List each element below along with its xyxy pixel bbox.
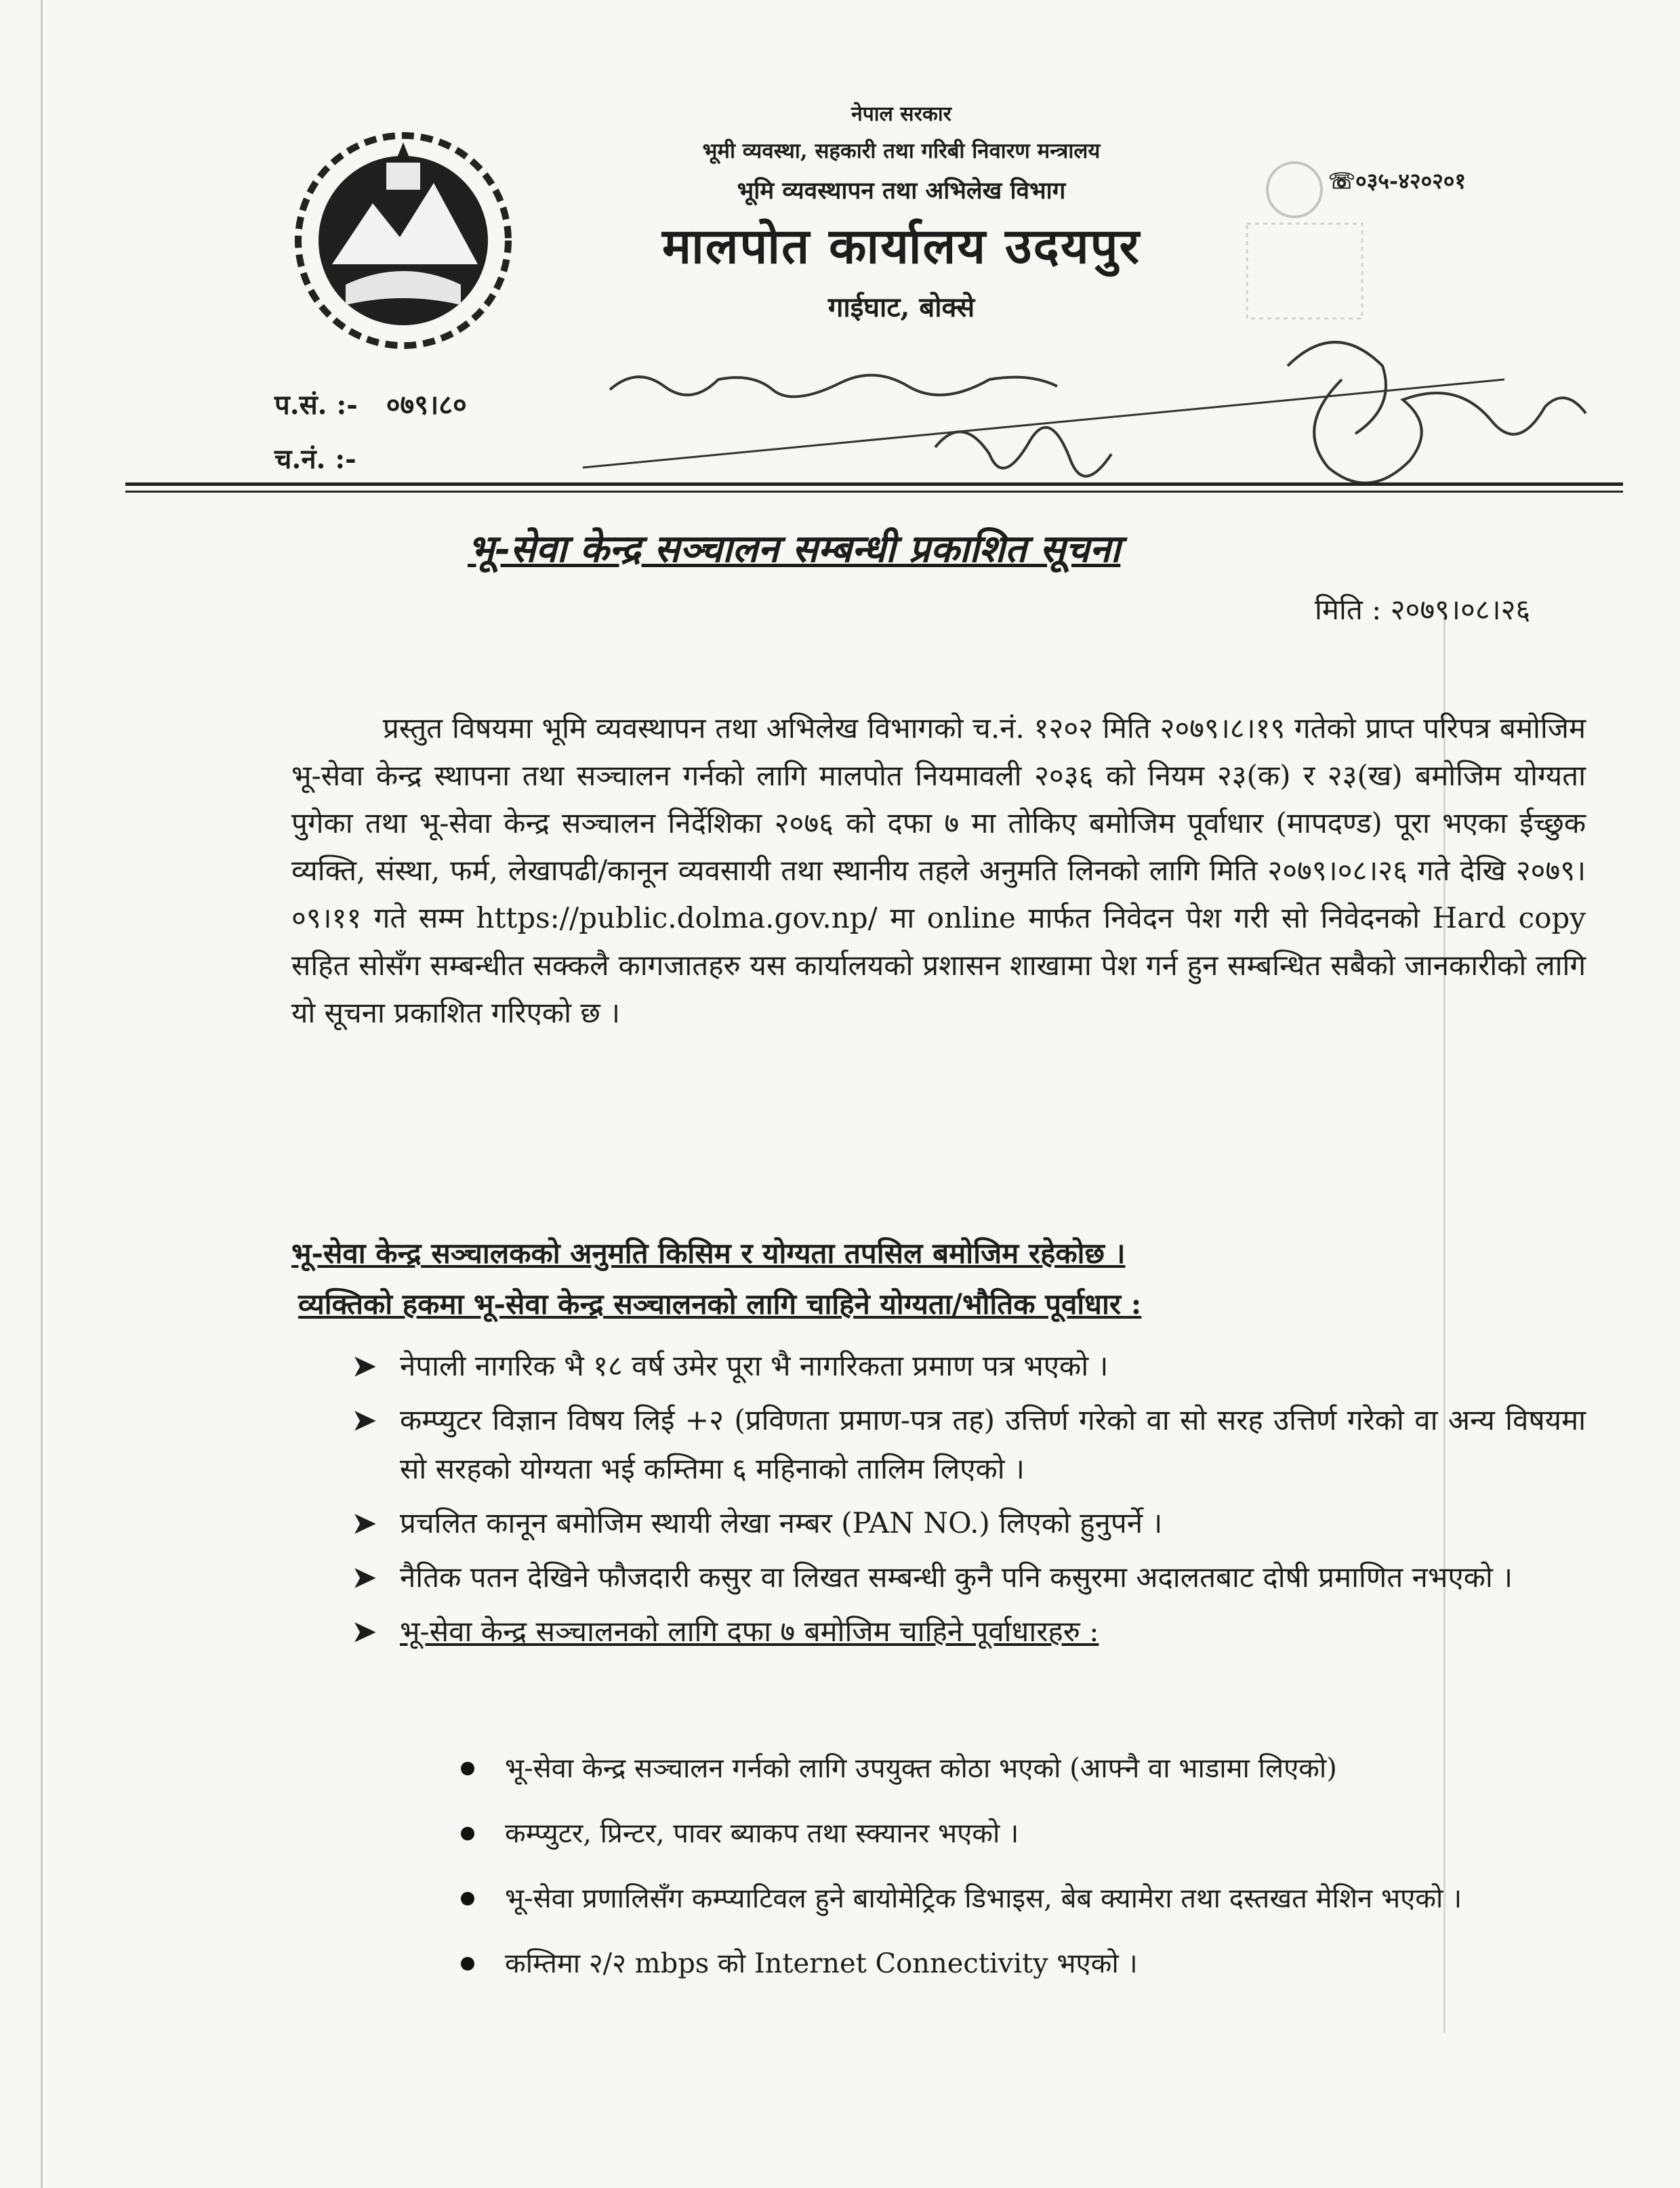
list-item-text: प्रचलित कानून बमोजिम स्थायी लेखा नम्बर (PAN NO.) लिएको हुनुपर्ने । bbox=[400, 1506, 1163, 1540]
list-item bbox=[352, 1342, 1586, 1390]
ps-label: प.सं. :- bbox=[274, 389, 358, 421]
notice-title: भू-सेवा केन्द्र सञ्चालन सम्बन्धी प्रकाशित सूचना bbox=[468, 527, 1121, 571]
list-item bbox=[352, 1396, 1586, 1493]
dot-bullet-icon bbox=[461, 1892, 474, 1905]
reference-number bbox=[274, 385, 467, 422]
dot-bullet-icon bbox=[461, 1957, 474, 1970]
arrow-bullet-icon: ➤ bbox=[352, 1561, 377, 1594]
sub-list-item-text: कम्तिमा २/२ mbps को Internet Connectivity भएको । bbox=[505, 1948, 1138, 1979]
requirements-list bbox=[352, 1342, 1586, 1661]
office-name: मालपोत कार्यालय उदयपुर bbox=[662, 217, 1141, 274]
ministry-name: भूमी व्यवस्था, सहकारी तथा गरिबी निवारण मन्त्रालय bbox=[702, 139, 1101, 163]
notice-body: प्रस्तुत विषयमा भूमि व्यवस्थापन तथा अभिलेख विभागको च.नं. १२०२ मिति २०७९।८।१९ गतेको प्राप्त परिपत्र बमोजिम भू-सेवा केन्द्र स्थापना तथा सञ्चालन गर्नको लागि मालपोत नियमावली २०३६ को नियम २३(क) र २३(ख) बमोजिम योग्यता पुगेका तथा भू-सेवा केन्द्र सञ्चालन निर्देशिका २०७६ को दफा ७ मा तोकिए बमोजिम पूर्वाधार (मापदण्ड) पूरा भएका ईच्छुक व्यक्ति, संस्था, फर्म, लेखापढी/कानून व्यवसायी तथा स्थानीय तहले अनुमति लिनको लागि मिति २०७९।०८।२६ गते देखि २०७९।०९।११ गते सम्म https://public.dolma.gov.np/ मा online मार्फत निवेदन पेश गरी सो निवेदनको Hard copy सहित सोसँग सम्बन्धीत सक्कलै कागजातहरु यस कार्यालयको प्रशासन शाखामा पेश गर्न हुन सम्बन्धित सबैको जानकारीको लागि यो सूचना प्रकाशित गरिएको छ । bbox=[291, 711, 1586, 1029]
sub-list-item bbox=[461, 1875, 1599, 1922]
arrow-bullet-icon: ➤ bbox=[352, 1349, 377, 1382]
handwritten-signature-icon bbox=[556, 325, 1613, 529]
department-name: भूमि व्यवस्थापन तथा अभिलेख विभाग bbox=[737, 177, 1066, 205]
header-rule bbox=[125, 482, 1623, 486]
nepal-emblem-icon bbox=[291, 129, 515, 352]
scan-edge-line bbox=[41, 0, 43, 2188]
list-item-text: भू-सेवा केन्द्र सञ्चालनको लागि दफा ७ बमोजिम चाहिने पूर्वाधारहरु : bbox=[400, 1615, 1099, 1648]
office-address: गाईघाट, बोक्से bbox=[827, 291, 975, 323]
header-rule-thin bbox=[125, 491, 1623, 493]
arrow-bullet-icon: ➤ bbox=[352, 1506, 377, 1540]
dispatch-number bbox=[274, 439, 356, 476]
list-item bbox=[352, 1499, 1586, 1548]
infrastructure-list bbox=[461, 1745, 1599, 2005]
office-stamp-icon bbox=[1220, 149, 1376, 332]
sub-list-item-text: भू-सेवा प्रणालिसँग कम्प्याटिवल हुने बायोमेट्रिक डिभाइस, बेब क्यामेरा तथा दस्तखत मेशिन भएको । bbox=[505, 1883, 1462, 1914]
list-item-text: कम्प्युटर विज्ञान विषय लिई +२ (प्रविणता प्रमाण-पत्र तह) उत्तिर्ण गरेको वा सो सरह उत्तिर्ण गरेको वा अन्य विषयमा सो सरहको योग्यता भई कम्तिमा ६ महिनाको तालिम लिएको । bbox=[400, 1403, 1586, 1485]
sub-list-item bbox=[461, 1810, 1599, 1857]
sub-list-item bbox=[461, 1745, 1599, 1792]
sub-list-item-text: कम्प्युटर, प्रिन्टर, पावर ब्याकप तथा स्क्यानर भएको । bbox=[505, 1818, 1019, 1849]
list-item-text: नेपाली नागरिक भै १८ वर्ष उमेर पूरा भै नागरिकता प्रमाण पत्र भएको । bbox=[400, 1349, 1109, 1382]
arrow-bullet-icon: ➤ bbox=[352, 1403, 377, 1437]
section-heading: भू-सेवा केन्द्र सञ्चालकको अनुमति किसिम र योग्यता तपसिल बमोजिम रहेकोछ । bbox=[291, 1237, 1126, 1270]
list-item-text: नैतिक पतन देखिने फौजदारी कसुर वा लिखत सम्बन्धी कुनै पनि कसुरमा अदालतबाट दोषी प्रमाणित नभएको । bbox=[400, 1561, 1513, 1594]
arrow-bullet-icon: ➤ bbox=[352, 1615, 377, 1648]
sub-list-item-text: भू-सेवा केन्द्र सञ्चालन गर्नको लागि उपयुक्त कोठा भएको (आफ्नै वा भाडामा लिएको) bbox=[505, 1753, 1337, 1784]
list-item bbox=[352, 1607, 1586, 1656]
phone-number: ☏०३५-४२०२०१ bbox=[1328, 168, 1467, 194]
dot-bullet-icon bbox=[461, 1762, 474, 1775]
notice-date: मिति : २०७९।०८।२६ bbox=[1315, 593, 1531, 626]
cn-label: च.नं. :- bbox=[274, 443, 356, 475]
dot-bullet-icon bbox=[461, 1827, 474, 1840]
sub-list-item bbox=[461, 1940, 1599, 1987]
letterhead bbox=[569, 95, 1233, 325]
subsection-heading: व्यक्तिको हकमा भू-सेवा केन्द्र सञ्चालनको लागि चाहिने योग्यता/भौतिक पूर्वाधार : bbox=[298, 1287, 1142, 1321]
ps-value: ०७९।८० bbox=[386, 389, 467, 421]
list-item bbox=[352, 1553, 1586, 1602]
government-name: नेपाल सरकार bbox=[851, 102, 951, 126]
